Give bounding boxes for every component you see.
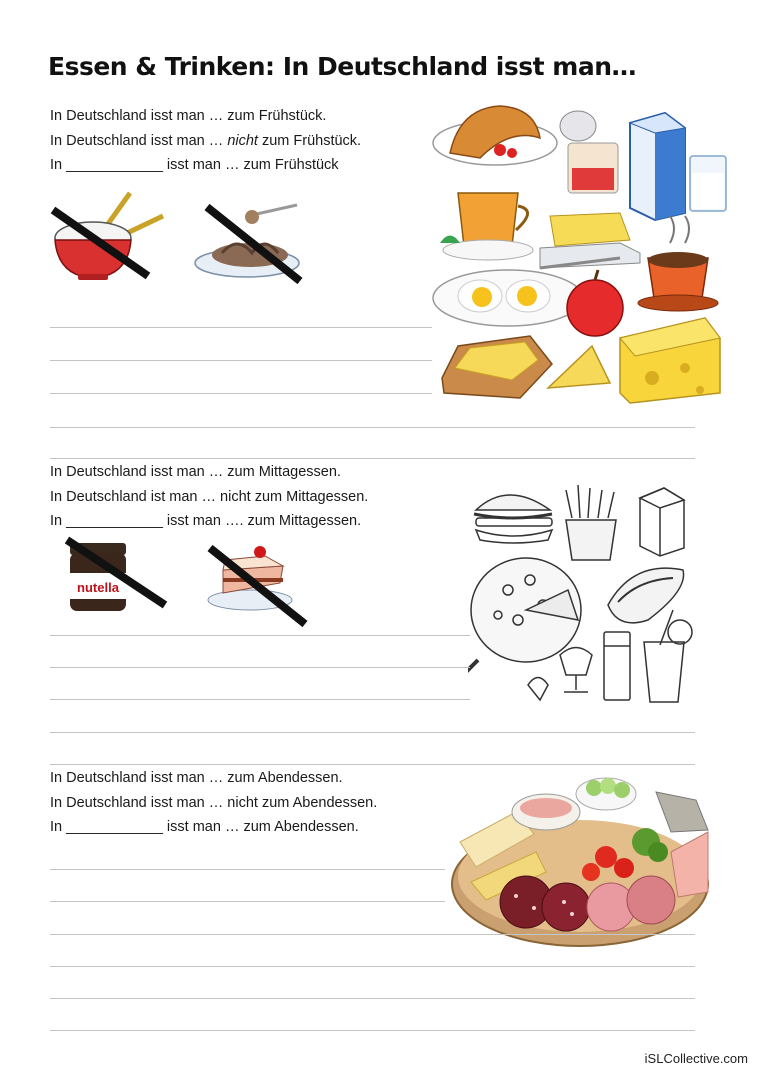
fill-blank[interactable]: ____________ [66, 819, 163, 835]
writing-line[interactable] [50, 427, 695, 428]
footer-watermark: iSLCollective.com [644, 1051, 748, 1066]
writing-line[interactable] [50, 764, 695, 765]
sentence-3: In ____________ isst man …. zum Mittagessen. [50, 513, 362, 529]
sentence-1: In Deutschland isst man … zum Abendessen. [50, 770, 343, 786]
writing-line[interactable] [50, 699, 470, 700]
writing-line[interactable] [50, 458, 695, 459]
dinner-platter-image [446, 772, 714, 952]
fill-blank[interactable]: ____________ [66, 157, 163, 173]
sentence-3: In ____________ isst man … zum Abendessen. [50, 819, 359, 835]
sentence-1: In Deutschland isst man … zum Mittagessen. [50, 464, 341, 480]
writing-line[interactable] [50, 998, 695, 999]
writing-line[interactable] [50, 732, 695, 733]
sentence-2: In Deutschland ist man … nicht zum Mittagessen. [50, 488, 369, 505]
writing-line[interactable] [50, 360, 432, 361]
section-breakfast-text [50, 104, 361, 178]
sentence-1: In Deutschland isst man … zum Frühstück. [50, 108, 327, 124]
writing-line[interactable] [50, 869, 445, 870]
fill-blank[interactable]: ____________ [66, 513, 163, 529]
crossed-rice-bowl-icon [48, 188, 168, 283]
writing-line[interactable] [50, 1030, 695, 1031]
nutella-label: nutella [77, 580, 119, 595]
section-lunch-text [50, 460, 368, 534]
page-title: Essen & Trinken: In Deutschland isst man… [48, 52, 637, 81]
crossed-cake-icon [205, 538, 310, 628]
breakfast-food-image [430, 98, 730, 406]
writing-line[interactable] [50, 393, 432, 394]
writing-line[interactable] [50, 966, 695, 967]
writing-line[interactable] [50, 327, 432, 328]
crossed-nutella-icon [62, 535, 172, 615]
writing-line[interactable] [50, 667, 470, 668]
writing-line[interactable] [50, 934, 695, 935]
sentence-2: In Deutschland isst man … nicht zum Abendessen. [50, 794, 378, 811]
writing-line[interactable] [50, 901, 445, 902]
crossed-spaghetti-icon [192, 195, 307, 285]
sentence-3: In ____________ isst man … zum Frühstück [50, 157, 339, 173]
sentence-2: In Deutschland isst man … nicht zum Frühstück. [50, 132, 362, 149]
lunch-food-image [468, 480, 700, 705]
writing-line[interactable] [50, 635, 470, 636]
section-dinner-text [50, 766, 377, 840]
